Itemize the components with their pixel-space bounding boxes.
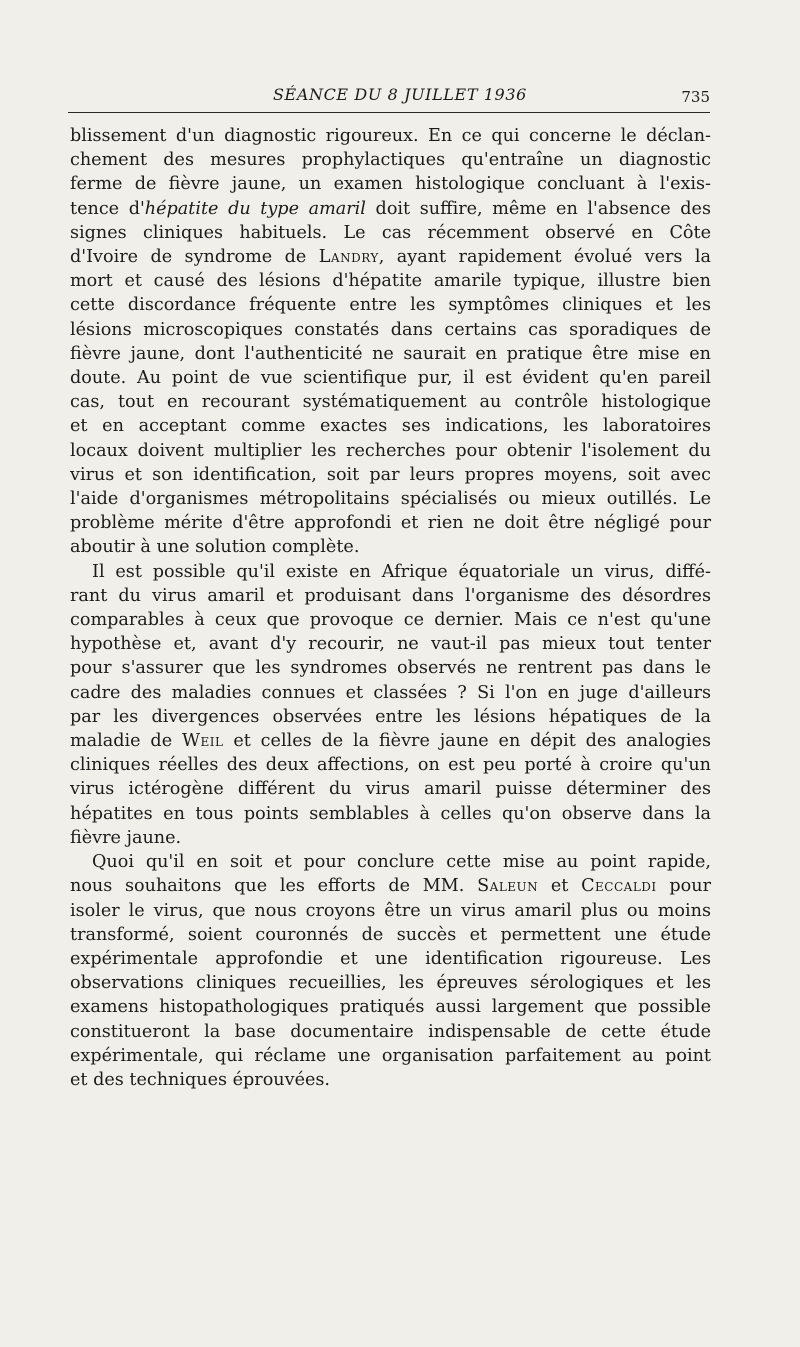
text-line: hépatites en tous points semblables à celles qu'on observe dans la	[70, 803, 711, 824]
text-line	[70, 245, 711, 269]
text-line: Quoi qu'il en soit et pour conclure cette mise au point rapide,	[92, 852, 711, 873]
text-line: cliniques réelles des deux affections, on est peu porté à croire qu'un	[70, 755, 711, 776]
text-segment: d'Ivoire de syndrome de	[70, 247, 319, 268]
text-line: cadre des maladies connues et classées ? Si l'on en juge d'ailleurs	[70, 682, 711, 703]
text-line: mort et causé des lésions d'hépatite amarile typique, illustre bien	[70, 271, 711, 292]
text-segment: , ayant rapidement évolué vers la	[378, 247, 711, 268]
italic-term: hépatite du type amaril	[144, 198, 366, 219]
author-name: Saleun	[477, 876, 539, 897]
text-line: problème mérite d'être approfondi et rien ne doit être négligé pour	[70, 513, 711, 534]
text-line: pour s'assurer que les syndromes observés ne rentrent pas dans le	[70, 658, 711, 679]
text-line: Il est possible qu'il existe en Afrique équatoriale un virus, diffé-	[92, 561, 711, 582]
text-line: comparables à ceux que provoque ce dernier. Mais ce n'est qu'une	[70, 610, 711, 631]
text-segment: maladie de	[70, 731, 182, 752]
header-rule	[68, 112, 710, 113]
paragraph	[70, 850, 711, 1092]
paragraph	[70, 560, 711, 850]
text-segment: et celles de la fièvre jaune en dépit des analogies	[223, 731, 712, 752]
text-line: cas, tout en recourant systématiquement au contrôle histologique	[70, 392, 711, 413]
text-line: expérimentale approfondie et une identification rigoureuse. Les	[70, 948, 711, 969]
text-line: fièvre jaune, dont l'authenticité ne saurait en pratique être mise en	[70, 343, 711, 364]
text-line	[70, 874, 711, 898]
text-line: et en acceptant comme exactes ses indications, les laboratoires	[70, 416, 711, 437]
text-line: blissement d'un diagnostic rigoureux. En ce qui concerne le déclan-	[70, 126, 711, 146]
text-segment: pour	[656, 876, 711, 897]
text-line: examens histopathologiques pratiqués aussi largement que possible	[70, 997, 711, 1018]
text-line	[70, 197, 711, 221]
text-line: et des techniques éprouvées.	[70, 1069, 331, 1090]
header-title: SÉANCE DU 8 JUILLET 1936	[273, 85, 527, 104]
text-line: virus et son identification, soit par leurs propres moyens, soit avec	[70, 464, 711, 485]
text-segment: doit suffire, même en l'absence des	[365, 198, 711, 219]
author-name: Ceccaldi	[581, 876, 657, 897]
author-name: Weil	[181, 731, 224, 752]
text-line: fièvre jaune.	[70, 827, 182, 848]
text-segment: tence d'	[70, 198, 145, 219]
text-line: signes cliniques habituels. Le cas récemment observé en Côte	[70, 222, 711, 243]
text-line: ferme de fièvre jaune, un examen histologique concluant à l'exis-	[70, 174, 711, 195]
text-line: observations cliniques recueillies, les épreuves sérologiques et les	[70, 973, 711, 994]
text-line: transformé, soient couronnés de succès et permettent une étude	[70, 924, 711, 945]
text-line: chement des mesures prophylactiques qu'entraîne un diagnostic	[70, 150, 711, 171]
body-text	[70, 124, 711, 1092]
text-line: lésions microscopiques constatés dans certains cas sporadiques de	[70, 319, 711, 340]
text-line: doute. Au point de vue scientifique pur, il est évident qu'en pareil	[70, 368, 711, 389]
text-line: aboutir à une solution complète.	[70, 537, 360, 558]
text-line: l'aide d'organismes métropolitains spécialisés ou mieux outillés. Le	[70, 489, 711, 510]
text-segment: et	[538, 876, 582, 897]
text-segment: nous souhaitons que les efforts de MM.	[70, 876, 478, 897]
text-line: constitueront la base documentaire indispensable de cette étude	[70, 1021, 711, 1042]
text-line: isoler le virus, que nous croyons être un virus amaril plus ou moins	[70, 900, 711, 921]
page-number: 735	[681, 88, 710, 106]
paragraph	[70, 124, 711, 560]
text-line: expérimentale, qui réclame une organisation parfaitement au point	[70, 1045, 711, 1066]
text-line: virus ictérogène différent du virus amaril puisse déterminer des	[70, 779, 711, 800]
author-name: Landry	[318, 247, 379, 268]
text-line: hypothèse et, avant d'y recourir, ne vaut-il pas mieux tout tenter	[70, 634, 711, 655]
text-line: par les divergences observées entre les lésions hépatiques de la	[70, 706, 711, 727]
text-line	[70, 729, 711, 753]
text-line: cette discordance fréquente entre les symptômes cliniques et les	[70, 295, 711, 316]
running-header	[68, 82, 710, 108]
text-line: rant du virus amaril et produisant dans l'organisme des désordres	[70, 585, 711, 606]
text-line: locaux doivent multiplier les recherches pour obtenir l'isolement du	[70, 440, 711, 461]
